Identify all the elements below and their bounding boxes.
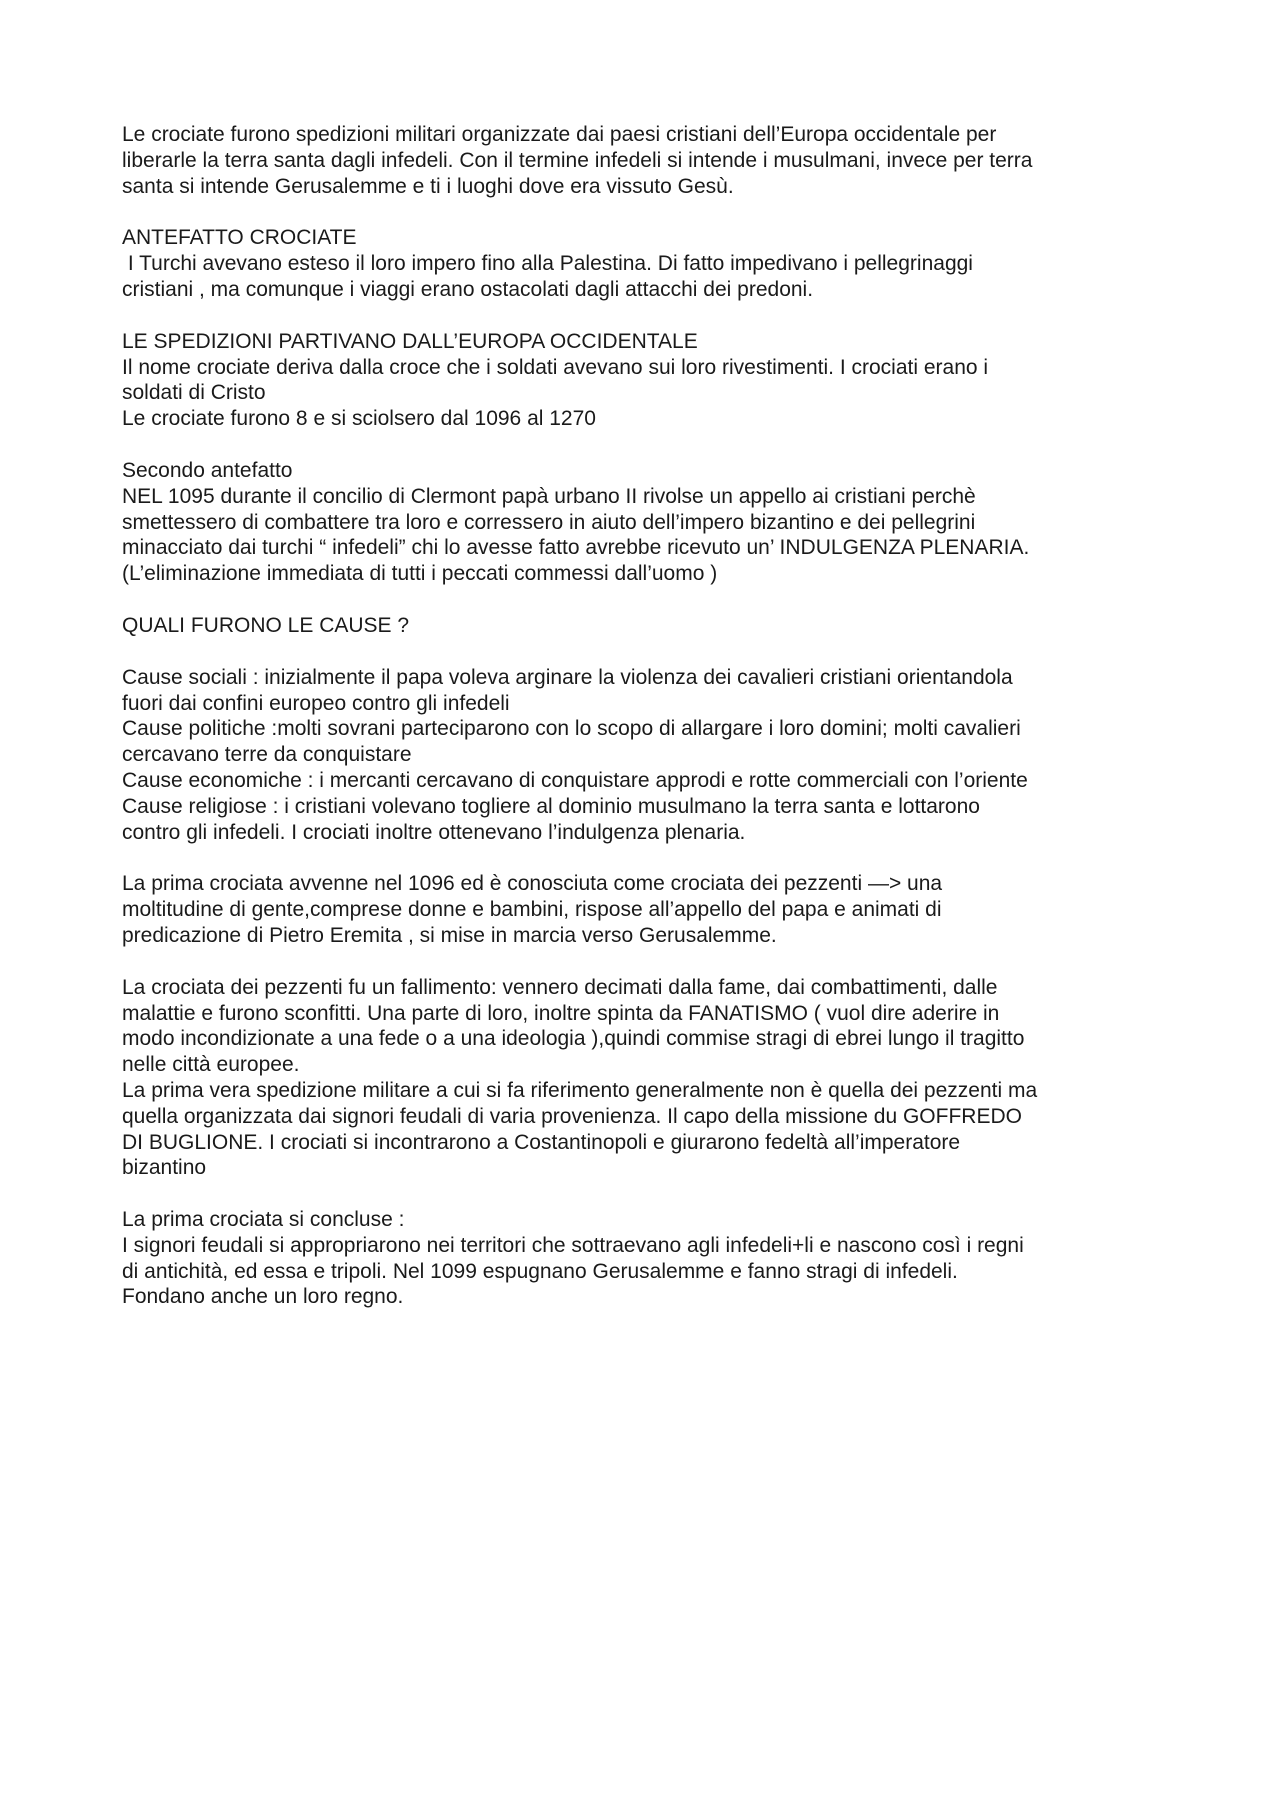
text-line: I Turchi avevano esteso il loro impero fino alla Palestina. Di fatto impedivano i pellegrinaggi <box>122 252 973 276</box>
text-line: cristiani , ma comunque i viaggi erano ostacolati dagli attacchi dei predoni. <box>122 277 814 301</box>
text-line: DI BUGLIONE. I crociati si incontrarono a Costantinopoli e giurarono fedeltà all’imperatore <box>122 1130 961 1154</box>
section-heading: LE SPEDIZIONI PARTIVANO DALL’EUROPA OCCIDENTALE <box>122 329 698 353</box>
text-line: moltitudine di gente,comprese donne e bambini, rispose all’appello del papa e animati di <box>122 898 942 922</box>
text-line: I signori feudali si appropriarono nei territori che sottraevano agli infedeli+li e nascono così i regni <box>122 1233 1024 1257</box>
text-line: (L’eliminazione immediata di tutti i peccati commessi dall’uomo ) <box>122 562 718 586</box>
text-line: soldati di Cristo <box>122 381 266 405</box>
text-line: NEL 1095 durante il concilio di Clermont papà urbano II rivolse un appello ai cristiani perchè <box>122 484 976 508</box>
paragraph-cause <box>122 665 1172 846</box>
section-heading: Secondo antefatto <box>122 458 293 482</box>
text-line: Cause politiche :molti sovrani parteciparono con lo scopo di allargare i loro domini; molti cavalieri <box>122 717 1021 741</box>
paragraph-secondo-antefatto <box>122 458 1172 587</box>
text-line: Cause economiche : i mercanti cercavano di conquistare approdi e rotte commerciali con l’oriente <box>122 768 1028 792</box>
text-line: santa si intende Gerusalemme e ti i luoghi dove era vissuto Gesù. <box>122 174 734 198</box>
text-line: cercavano terre da conquistare <box>122 743 412 767</box>
paragraph-spedizioni <box>122 329 1172 432</box>
text-line: liberarle la terra santa dagli infedeli. Con il termine infedeli si intende i musulmani, invece per terra <box>122 148 1033 172</box>
paragraph-cause-heading <box>122 613 1172 639</box>
text-line: contro gli infedeli. I crociati inoltre ottenevano l’indulgenza plenaria. <box>122 820 746 844</box>
text-line: minacciato dai turchi “ infedeli” chi lo avesse fatto avrebbe ricevuto un’ INDULGENZA PLENARIA. <box>122 536 1030 560</box>
text-line: Il nome crociate deriva dalla croce che i soldati avevano sui loro rivestimenti. I crociati erano i <box>122 355 989 379</box>
text-line: modo incondizionate a una fede o a una ideologia ),quindi commise stragi di ebrei lungo il tragitto <box>122 1027 1025 1051</box>
paragraph-conclusione <box>122 1207 1172 1310</box>
text-line: quella organizzata dai signori feudali di varia provenienza. Il capo della missione du GOFFREDO <box>122 1104 1022 1128</box>
text-line: La prima vera spedizione militare a cui si fa riferimento generalmente non è quella dei pezzenti ma <box>122 1078 1038 1102</box>
text-line: La prima crociata si concluse : <box>122 1208 405 1232</box>
section-heading: QUALI FURONO LE CAUSE ? <box>122 613 410 637</box>
text-line: nelle città europee. <box>122 1053 300 1077</box>
section-heading: ANTEFATTO CROCIATE <box>122 226 357 250</box>
text-line: Le crociate furono spedizioni militari organizzate dai paesi cristiani dell’Europa occidentale per <box>122 123 997 146</box>
text-line: bizantino <box>122 1156 207 1180</box>
text-line: Cause religiose : i cristiani volevano togliere al dominio musulmano la terra santa e lottarono <box>122 794 980 818</box>
paragraph-prima-crociata <box>122 871 1172 948</box>
text-line: predicazione di Pietro Eremita , si mise in marcia verso Gerusalemme. <box>122 923 777 947</box>
text-line: Cause sociali : inizialmente il papa voleva arginare la violenza dei cavalieri cristiani orientandola <box>122 665 1013 689</box>
text-line: smettessero di combattere tra loro e corressero in aiuto dell’impero bizantino e dei pellegrini <box>122 510 976 534</box>
text-line: fuori dai confini europeo contro gli infedeli <box>122 691 510 715</box>
document-page <box>122 122 1172 1336</box>
text-line: di antichità, ed essa e tripoli. Nel 1099 espugnano Gerusalemme e fanno stragi di infedeli. <box>122 1259 958 1283</box>
text-line: La prima crociata avvenne nel 1096 ed è conosciuta come crociata dei pezzenti —> una <box>122 872 943 896</box>
text-line: Le crociate furono 8 e si sciolsero dal 1096 al 1270 <box>122 407 596 431</box>
text-line: Fondano anche un loro regno. <box>122 1285 404 1309</box>
text-line: La crociata dei pezzenti fu un fallimento: vennero decimati dalla fame, dai combattimenti, dalle <box>122 975 998 999</box>
paragraph-antefatto <box>122 225 1172 302</box>
text-line: malattie e furono sconfitti. Una parte di loro, inoltre spinta da FANATISMO ( vuol dire aderire in <box>122 1001 1000 1025</box>
paragraph-intro <box>122 122 1172 199</box>
paragraph-pezzenti <box>122 975 1172 1181</box>
